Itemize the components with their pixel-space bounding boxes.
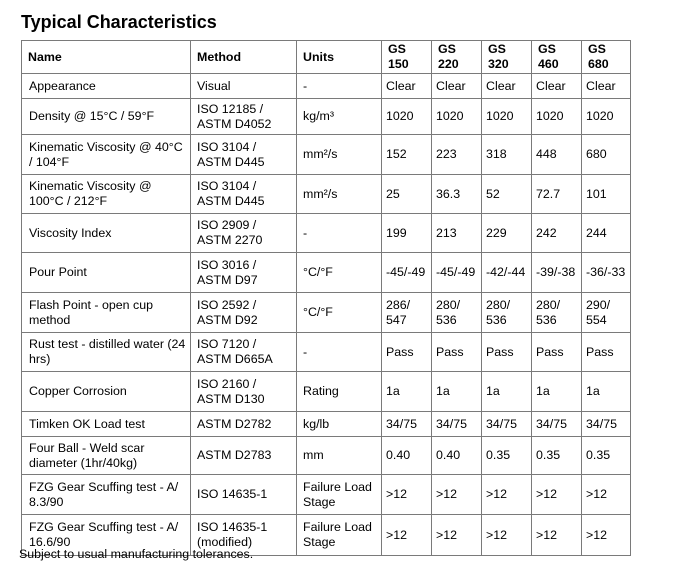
grade-value-cell: Pass <box>582 333 631 372</box>
grade-value-cell: 0.40 <box>432 437 482 475</box>
method-cell: ISO 14635-1 (modified) <box>191 515 297 556</box>
units-cell: Rating <box>297 372 382 412</box>
grade-value-cell: 199 <box>382 214 432 253</box>
grade-value-cell: >12 <box>532 475 582 515</box>
grade-value-cell: 0.35 <box>482 437 532 475</box>
method-cell: ISO 2909 / ASTM 2270 <box>191 214 297 253</box>
grade-value-cell: Pass <box>382 333 432 372</box>
parameter-name-cell: Appearance <box>22 74 191 99</box>
grade-value-cell: Clear <box>582 74 631 99</box>
grade-value-cell: 1a <box>432 372 482 412</box>
method-cell: ISO 3104 / ASTM D445 <box>191 135 297 175</box>
units-cell: °C/°F <box>297 253 382 293</box>
grade-value-cell: 0.40 <box>382 437 432 475</box>
units-cell: - <box>297 214 382 253</box>
table-row <box>22 135 631 175</box>
table-row <box>22 475 631 515</box>
units-cell: Failure Load Stage <box>297 515 382 556</box>
grade-value-cell: 1a <box>482 372 532 412</box>
parameter-name-cell: Four Ball - Weld scar diameter (1hr/40kg) <box>22 437 191 475</box>
method-cell: ISO 14635-1 <box>191 475 297 515</box>
parameter-name-cell: Viscosity Index <box>22 214 191 253</box>
grade-value-cell: 72.7 <box>532 175 582 214</box>
grade-value-cell: -45/-49 <box>382 253 432 293</box>
grade-value-cell: 223 <box>432 135 482 175</box>
grade-value-cell: 213 <box>432 214 482 253</box>
grade-value-cell: 1020 <box>532 99 582 135</box>
grade-value-cell: >12 <box>432 515 482 556</box>
parameter-name-cell: FZG Gear Scuffing test - A/ 16.6/90 <box>22 515 191 556</box>
grade-value-cell: 34/75 <box>532 412 582 437</box>
grade-value-cell: 101 <box>582 175 631 214</box>
parameter-name-cell: Kinematic Viscosity @ 40°C / 104°F <box>22 135 191 175</box>
parameter-name-cell: Timken OK Load test <box>22 412 191 437</box>
grade-value-cell: 1a <box>532 372 582 412</box>
grade-value-cell: -45/-49 <box>432 253 482 293</box>
grade-value-cell: 242 <box>532 214 582 253</box>
grade-value-cell: 318 <box>482 135 532 175</box>
method-cell: Visual <box>191 74 297 99</box>
units-cell: kg/m³ <box>297 99 382 135</box>
grade-value-cell: >12 <box>432 475 482 515</box>
column-header: Units <box>297 41 382 74</box>
grade-value-cell: Pass <box>482 333 532 372</box>
grade-value-cell: 280/ 536 <box>532 293 582 333</box>
column-header: Method <box>191 41 297 74</box>
table-row <box>22 437 631 475</box>
column-header: GS 680 <box>582 41 631 74</box>
units-cell: mm²/s <box>297 135 382 175</box>
grade-value-cell: 0.35 <box>582 437 631 475</box>
parameter-name-cell: Flash Point - open cup method <box>22 293 191 333</box>
method-cell: ISO 2592 / ASTM D92 <box>191 293 297 333</box>
table-row <box>22 214 631 253</box>
grade-value-cell: Clear <box>532 74 582 99</box>
grade-value-cell: 36.3 <box>432 175 482 214</box>
units-cell: °C/°F <box>297 293 382 333</box>
grade-value-cell: 680 <box>582 135 631 175</box>
grade-value-cell: 52 <box>482 175 532 214</box>
grade-value-cell: Pass <box>432 333 482 372</box>
method-cell: ASTM D2782 <box>191 412 297 437</box>
method-cell: ISO 12185 / ASTM D4052 <box>191 99 297 135</box>
grade-value-cell: -42/-44 <box>482 253 532 293</box>
units-cell: kg/lb <box>297 412 382 437</box>
method-cell: ISO 3104 / ASTM D445 <box>191 175 297 214</box>
grade-value-cell: 34/75 <box>432 412 482 437</box>
grade-value-cell: 34/75 <box>482 412 532 437</box>
units-cell: - <box>297 333 382 372</box>
method-cell: ISO 7120 / ASTM D665A <box>191 333 297 372</box>
grade-value-cell: 152 <box>382 135 432 175</box>
grade-value-cell: 1020 <box>382 99 432 135</box>
section-title: Typical Characteristics <box>21 12 217 32</box>
grade-value-cell: 229 <box>482 214 532 253</box>
grade-value-cell: 0.35 <box>532 437 582 475</box>
characteristics-table <box>21 40 631 556</box>
table-row <box>22 412 631 437</box>
parameter-name-cell: FZG Gear Scuffing test - A/ 8.3/90 <box>22 475 191 515</box>
grade-value-cell: >12 <box>482 475 532 515</box>
column-header: Name <box>22 41 191 74</box>
grade-value-cell: 1020 <box>482 99 532 135</box>
grade-value-cell: 1a <box>382 372 432 412</box>
parameter-name-cell: Density @ 15°C / 59°F <box>22 99 191 135</box>
parameter-name-cell: Copper Corrosion <box>22 372 191 412</box>
grade-value-cell: 244 <box>582 214 631 253</box>
table-header-row <box>22 41 631 74</box>
table-row <box>22 74 631 99</box>
grade-value-cell: 1020 <box>582 99 631 135</box>
grade-value-cell: 290/ 554 <box>582 293 631 333</box>
grade-value-cell: 1020 <box>432 99 482 135</box>
column-header: GS 150 <box>382 41 432 74</box>
column-header: GS 460 <box>532 41 582 74</box>
grade-value-cell: Clear <box>482 74 532 99</box>
grade-value-cell: >12 <box>382 475 432 515</box>
method-cell: ASTM D2783 <box>191 437 297 475</box>
units-cell: mm²/s <box>297 175 382 214</box>
parameter-name-cell: Rust test - distilled water (24 hrs) <box>22 333 191 372</box>
grade-value-cell: 1a <box>582 372 631 412</box>
units-cell: Failure Load Stage <box>297 475 382 515</box>
grade-value-cell: -36/-33 <box>582 253 631 293</box>
column-header: GS 320 <box>482 41 532 74</box>
grade-value-cell: 448 <box>532 135 582 175</box>
grade-value-cell: 286/ 547 <box>382 293 432 333</box>
grade-value-cell: Pass <box>532 333 582 372</box>
method-cell: ISO 2160 / ASTM D130 <box>191 372 297 412</box>
grade-value-cell: Clear <box>432 74 482 99</box>
grade-value-cell: 34/75 <box>582 412 631 437</box>
grade-value-cell: 280/ 536 <box>432 293 482 333</box>
grade-value-cell: >12 <box>482 515 532 556</box>
parameter-name-cell: Kinematic Viscosity @ 100°C / 212°F <box>22 175 191 214</box>
table-row <box>22 372 631 412</box>
grade-value-cell: 34/75 <box>382 412 432 437</box>
grade-value-cell: Clear <box>382 74 432 99</box>
units-cell: - <box>297 74 382 99</box>
grade-value-cell: >12 <box>382 515 432 556</box>
table-row <box>22 253 631 293</box>
grade-value-cell: 25 <box>382 175 432 214</box>
table-row <box>22 333 631 372</box>
table-row <box>22 175 631 214</box>
table-row <box>22 293 631 333</box>
column-header: GS 220 <box>432 41 482 74</box>
grade-value-cell: -39/-38 <box>532 253 582 293</box>
units-cell: mm <box>297 437 382 475</box>
grade-value-cell: >12 <box>582 475 631 515</box>
method-cell: ISO 3016 / ASTM D97 <box>191 253 297 293</box>
grade-value-cell: >12 <box>582 515 631 556</box>
parameter-name-cell: Pour Point <box>22 253 191 293</box>
table-row <box>22 99 631 135</box>
footnote: Subject to usual manufacturing tolerances. <box>19 547 254 561</box>
grade-value-cell: >12 <box>532 515 582 556</box>
grade-value-cell: 280/ 536 <box>482 293 532 333</box>
